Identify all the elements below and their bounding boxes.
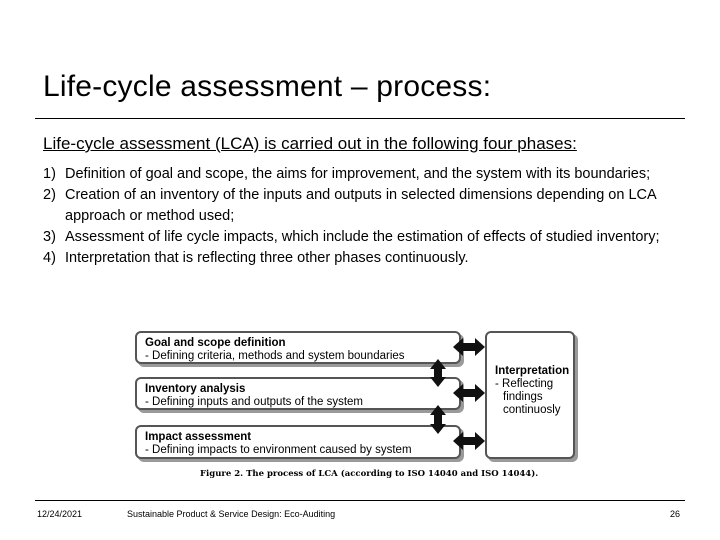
double-arrow-icon: [453, 338, 485, 356]
goal-scope-title: Goal and scope definition: [145, 337, 286, 349]
footer-date: 12/24/2021: [37, 509, 83, 519]
intro-text: Life-cycle assessment (LCA) is carried out in the following four phases:: [43, 134, 577, 153]
inventory-analysis-desc: - Defining inputs and outputs of the system: [145, 396, 363, 408]
impact-assessment-title: Impact assessment: [145, 431, 252, 443]
inventory-analysis-title: Inventory analysis: [145, 383, 246, 395]
double-arrow-icon: [453, 432, 485, 450]
lca-process-figure: [130, 325, 585, 485]
phase-text: Definition of goal and scope, the aims for improvement, and the system with its boundaries;: [65, 166, 651, 182]
double-arrow-icon: [453, 384, 485, 402]
impact-assessment-desc: - Defining impacts to environment caused by system: [145, 444, 412, 456]
process-arrows: [130, 325, 585, 485]
list-item: [43, 227, 683, 248]
figure-caption: Figure 2. The process of LCA (according to ISO 14040 and ISO 14044).: [200, 469, 539, 479]
phase-list: [43, 164, 683, 269]
list-item: [43, 248, 683, 269]
interpretation-title: Interpretation: [495, 365, 570, 377]
phase-number: 2): [43, 187, 56, 203]
phase-number: 4): [43, 250, 56, 266]
slide-title: Life-cycle assessment – process:: [43, 70, 492, 103]
footer-divider: [35, 500, 685, 501]
title-divider: [35, 118, 685, 119]
footer-course: Sustainable Product & Service Design: Eco-Auditing: [127, 509, 336, 519]
interpretation-desc-line: - Reflecting: [495, 378, 554, 390]
phase-number: 1): [43, 166, 56, 182]
phase-text: Interpretation that is reflecting three other phases continuously.: [65, 250, 469, 266]
list-item: [43, 185, 683, 227]
double-arrow-icon: [430, 359, 446, 387]
goal-scope-desc: - Defining criteria, methods and system boundaries: [145, 350, 405, 362]
phase-number: 3): [43, 229, 56, 245]
interpretation-desc-line: findings: [503, 391, 543, 403]
page-number: 26: [670, 509, 681, 519]
phase-text: Assessment of life cycle impacts, which include the estimation of effects of studied inventory;: [65, 229, 660, 245]
double-arrow-icon: [430, 405, 446, 434]
phase-text: Creation of an inventory of the inputs and outputs in selected dimensions depending on LCA approach or method used;: [65, 187, 656, 224]
interpretation-desc-line: continuosly: [503, 404, 561, 416]
list-item: [43, 164, 683, 185]
